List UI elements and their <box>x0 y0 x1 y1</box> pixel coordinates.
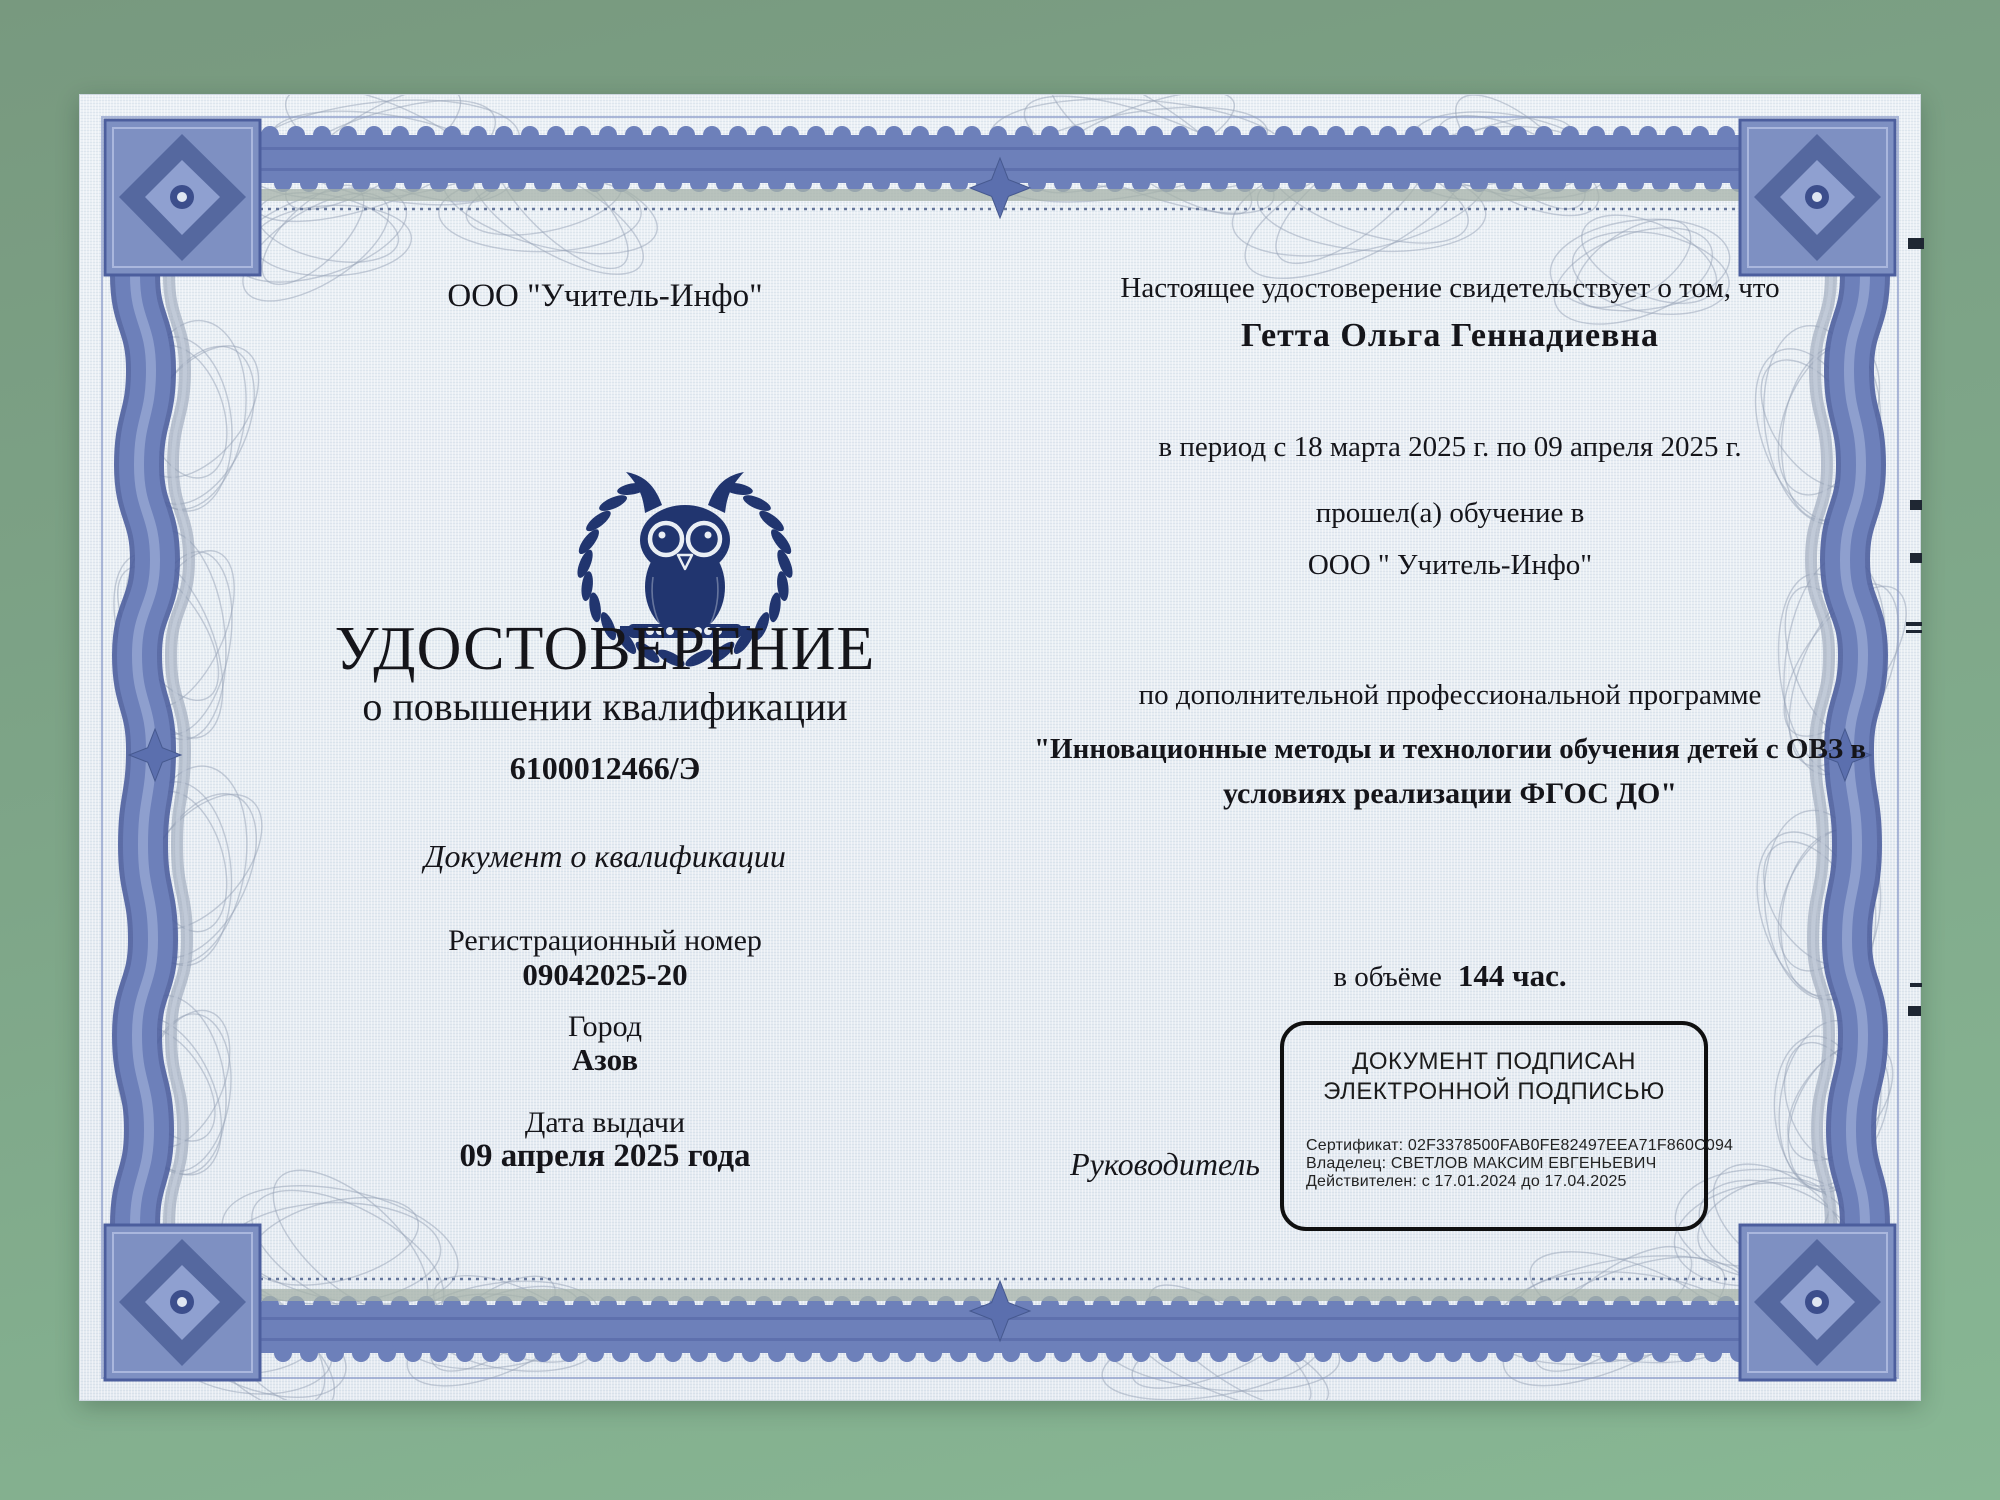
edge-mark <box>1910 500 1922 510</box>
recipient-name: Гетта Ольга Геннадиевна <box>1240 317 1660 354</box>
program-name-line2: условиях реализации ФГОС ДО" <box>1222 777 1678 810</box>
city-label: Город <box>567 1010 643 1043</box>
registration-number-label: Регистрационный номер <box>448 924 762 957</box>
volume-label: в объёме <box>1333 961 1442 993</box>
stamp-certificate: Сертификат: 02F3378500FAB0FE82497EEA71F860C094 <box>1306 1137 1734 1154</box>
signatory-role: Руководитель <box>1070 1146 1260 1182</box>
program-name-line1: "Инновационные методы и технологии обучения детей с ОВЗ в <box>1033 733 1867 765</box>
issue-date-value: 09 апреля 2025 года <box>459 1138 751 1174</box>
edge-mark <box>1906 622 1922 626</box>
stamp-validity: Действителен: с 17.01.2024 до 17.04.2025 <box>1306 1173 1627 1190</box>
statement-intro: Настоящее удостоверение свидетельствует о том, что <box>1120 272 1780 304</box>
training-text: прошел(а) обучение в <box>1315 497 1585 529</box>
digital-signature-stamp <box>1280 1021 1734 1231</box>
issuer-org-name: ООО "Учитель-Инфо" <box>447 278 763 314</box>
volume-line <box>990 958 1910 994</box>
edge-mark <box>1908 238 1924 249</box>
city-value: Азов <box>571 1042 639 1077</box>
stamp-title-line1: ДОКУМЕНТ ПОДПИСАН <box>1352 1048 1636 1075</box>
volume-value: 144 час. <box>1457 958 1567 993</box>
stamp-owner: Владелец: СВЕТЛОВ МАКСИМ ЕВГЕНЬЕВИЧ <box>1306 1155 1657 1172</box>
edge-mark <box>1910 983 1922 987</box>
edge-mark <box>1910 553 1922 563</box>
edge-mark <box>1906 630 1922 633</box>
training-org: ООО " Учитель-Инфо" <box>1307 549 1593 581</box>
issue-date-label: Дата выдачи <box>524 1106 686 1139</box>
certificate-title: УДОСТОВЕРЕНИЕ <box>334 615 876 683</box>
certificate-subtitle: о повышении квалификации <box>362 684 848 729</box>
blank-number: 6100012466/Э <box>509 750 701 786</box>
document-kind-label: Документ о квалификации <box>424 838 786 874</box>
program-intro: по дополнительной профессиональной программе <box>1138 679 1762 711</box>
stamp-title <box>1284 1047 1704 1107</box>
edge-mark <box>1908 1006 1921 1016</box>
stamp-details <box>1306 1137 1733 1191</box>
registration-number-value: 09042025-20 <box>522 957 688 992</box>
training-period: в период с 18 марта 2025 г. по 09 апреля 2025 г. <box>1158 431 1742 463</box>
stamp-title-line2: ЭЛЕКТРОННОЙ ПОДПИСЬЮ <box>1323 1078 1665 1105</box>
